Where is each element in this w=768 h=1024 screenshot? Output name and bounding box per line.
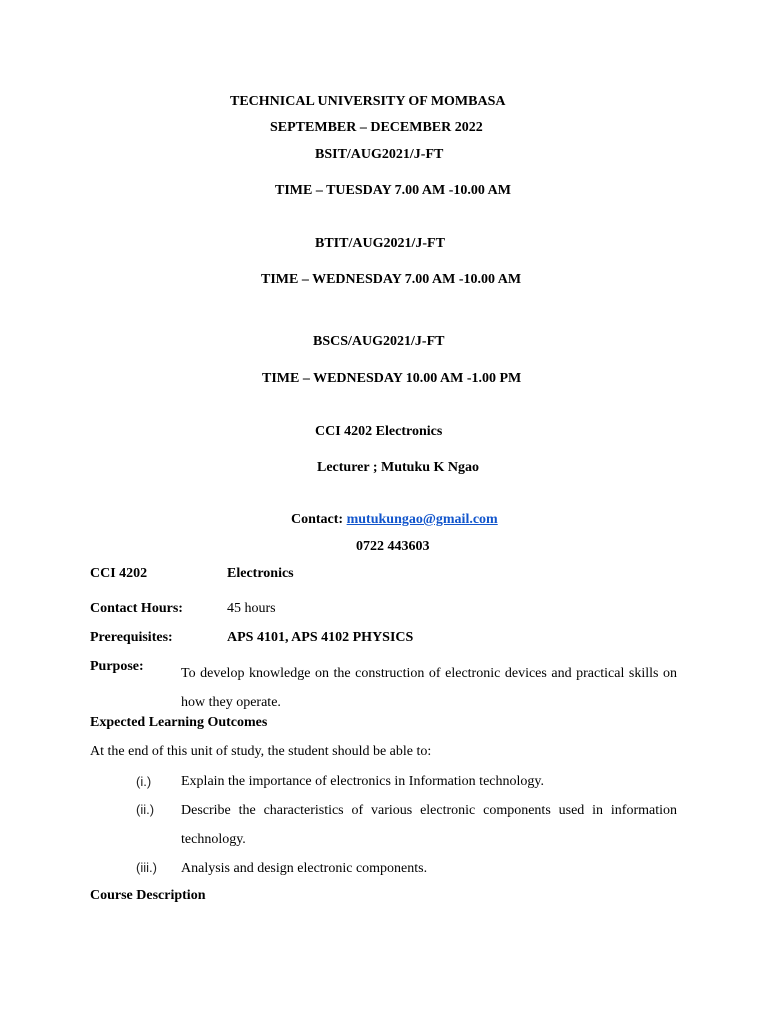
unit-name: Electronics	[227, 566, 294, 581]
contact-hours-value: 45 hours	[227, 601, 276, 616]
contact-line	[291, 513, 498, 527]
lecturer-line: Lecturer ; Mutuku K Ngao	[317, 460, 480, 475]
course-title: CCI 4202 Electronics	[315, 424, 443, 439]
prerequisites-value: APS 4101, APS 4102 PHYSICS	[227, 630, 414, 645]
contact-label: Contact:	[291, 512, 344, 527]
outcome-text: Analysis and design electronic components.	[181, 861, 428, 876]
contact-hours-label: Contact Hours:	[90, 601, 183, 616]
email-link[interactable]: mutukungao@gmail.com	[346, 512, 498, 527]
outcome-number: (i.)	[136, 774, 152, 789]
prerequisites-label: Prerequisites:	[90, 630, 173, 645]
outcomes-intro: At the end of this unit of study, the student should be able to:	[90, 744, 432, 759]
schedule-time-bsit: TIME – TUESDAY 7.00 AM -10.00 AM	[275, 183, 511, 198]
outcome-text: Describe the characteristics of various electronic components used in information technology.	[181, 803, 677, 847]
semester-line: SEPTEMBER – DECEMBER 2022	[270, 120, 483, 135]
schedule-group-btit: BTIT/AUG2021/J-FT	[315, 236, 445, 251]
university-title: TECHNICAL UNIVERSITY OF MOMBASA	[230, 94, 506, 109]
schedule-time-btit: TIME – WEDNESDAY 7.00 AM -10.00 AM	[261, 272, 522, 287]
outcome-number: (iii.)	[136, 860, 157, 875]
schedule-group-bsit: BSIT/AUG2021/J-FT	[315, 147, 444, 162]
unit-code: CCI 4202	[90, 566, 148, 581]
course-description-heading: Course Description	[90, 888, 206, 903]
outcomes-heading: Expected Learning Outcomes	[90, 715, 268, 730]
purpose-text: To develop knowledge on the construction of electronic devices and practical skills on how they operate.	[181, 666, 677, 710]
purpose-label: Purpose:	[90, 659, 144, 674]
schedule-time-bscs: TIME – WEDNESDAY 10.00 AM -1.00 PM	[262, 371, 522, 386]
outcome-number: (ii.)	[136, 802, 155, 817]
schedule-group-bscs: BSCS/AUG2021/J-FT	[313, 334, 445, 349]
outcome-text: Explain the importance of electronics in Information technology.	[181, 774, 544, 789]
phone-number: 0722 443603	[356, 539, 430, 554]
